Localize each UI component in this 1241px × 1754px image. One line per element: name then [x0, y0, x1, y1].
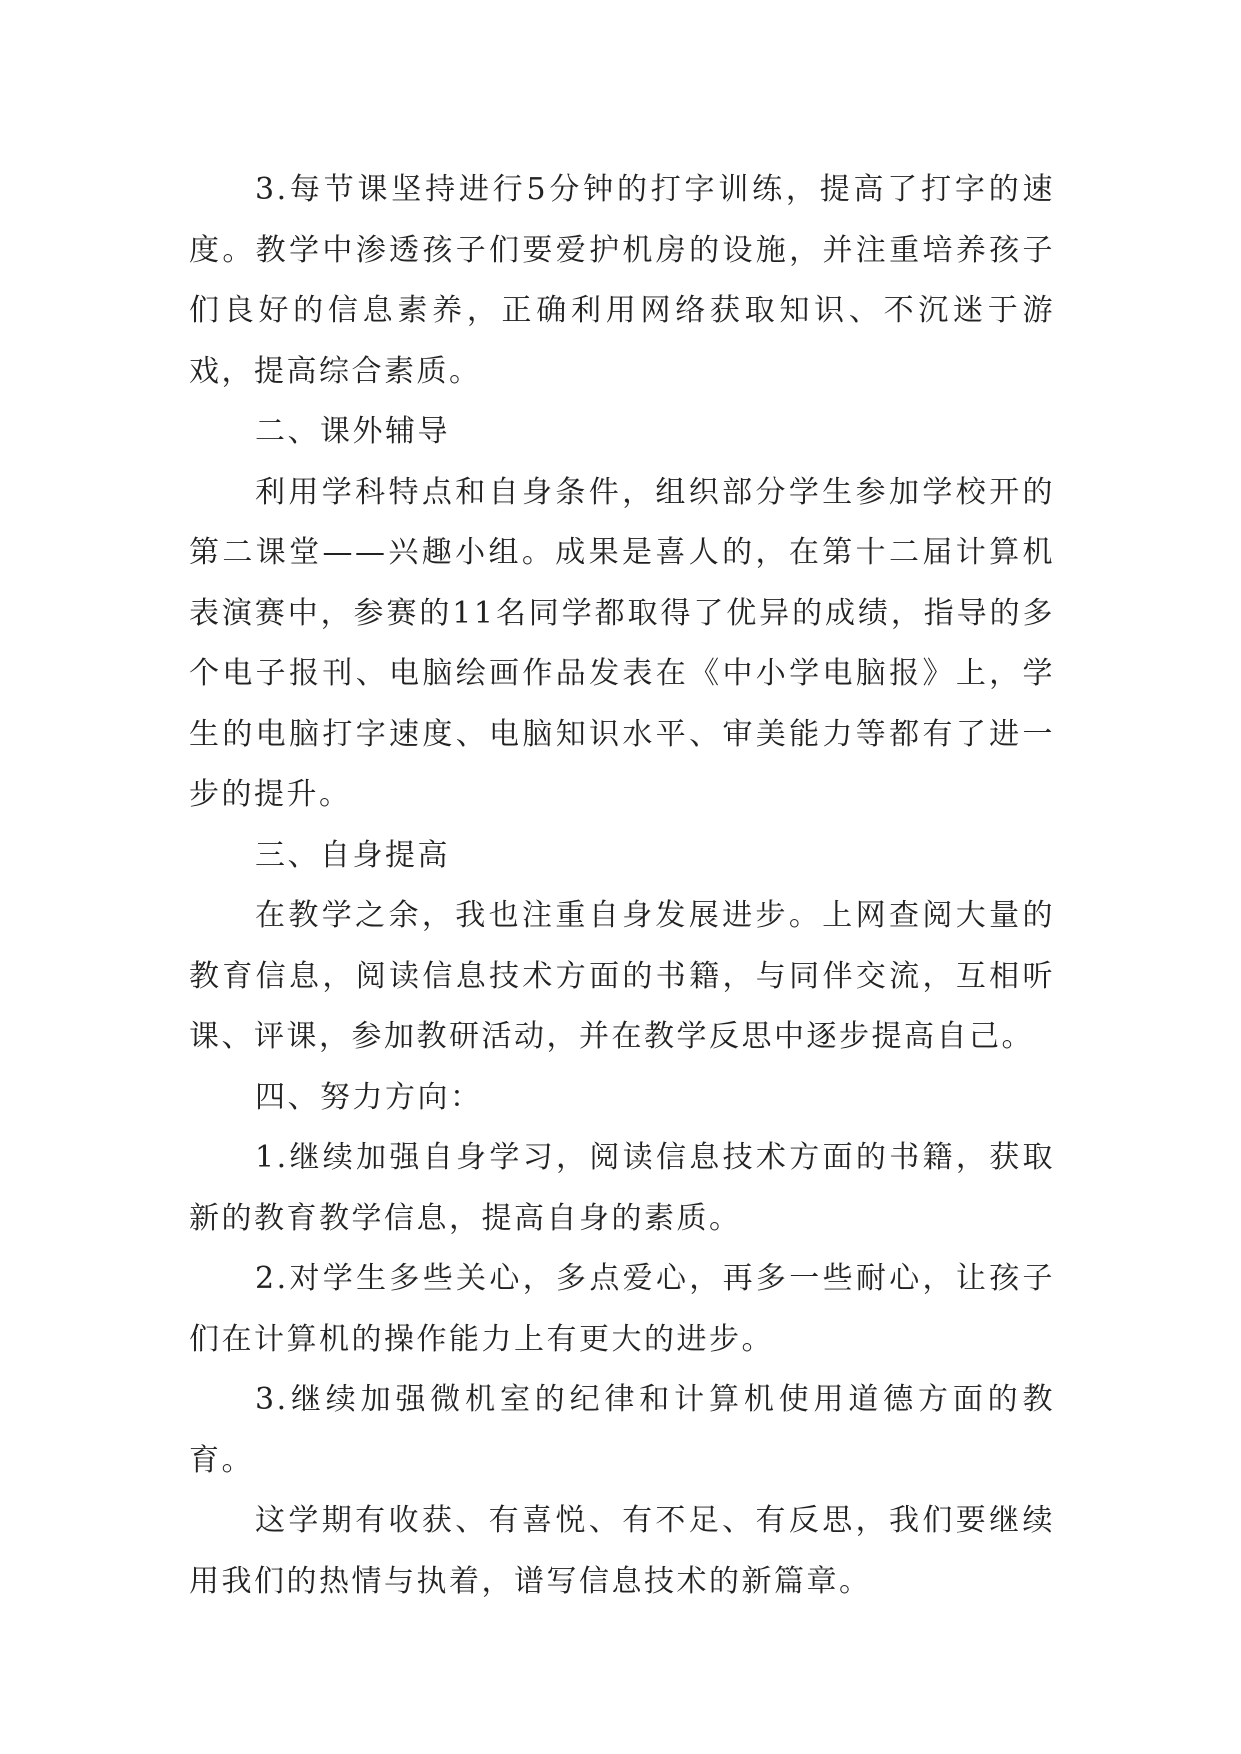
section-heading-extracurricular: 二、课外辅导: [255, 414, 450, 449]
paragraph-extracurricular: 利用学科特点和自身条件，组织部分学生参加学校开的第二课堂——兴趣小组。成果是喜人的，在第十二届计算机表演赛中，参赛的11名同学都取得了优异的成绩，指导的多个电子报刊、电脑绘画作品发表在《中小学电脑报》上，学生的电脑打字速度、电脑知识水平、审美能力等都有了进一步的提升。: [189, 474, 1055, 812]
document-body: [189, 160, 1055, 1612]
paragraph-typing-training: 3.每节课坚持进行5分钟的打字训练，提高了打字的速度。教学中渗透孩子们要爱护机房的设施，并注重培养孩子们良好的信息素养，正确利用网络获取知识、不沉迷于游戏，提高综合素质。: [189, 172, 1055, 389]
section-heading-direction: 四、努力方向：: [255, 1079, 483, 1115]
paragraph-direction-3: 3.继续加强微机室的纪律和计算机使用道德方面的教育。: [189, 1382, 1055, 1478]
paragraph-direction-2: 2.对学生多些关心，多点爱心，再多一些耐心，让孩子们在计算机的操作能力上有更大的进步。: [189, 1261, 1055, 1357]
paragraph-self-improvement: 在教学之余，我也注重自身发展进步。上网查阅大量的教育信息，阅读信息技术方面的书籍，与同伴交流，互相听课、评课，参加教研活动，并在教学反思中逐步提高自己。: [189, 898, 1055, 1054]
section-heading-self-improvement: 三、自身提高: [255, 837, 450, 873]
paragraph-direction-1: 1.继续加强自身学习，阅读信息技术方面的书籍，获取新的教育教学信息，提高自身的素质。: [189, 1140, 1055, 1236]
paragraph-conclusion: 这学期有收获、有喜悦、有不足、有反思，我们要继续用我们的热情与执着，谱写信息技术的新篇章。: [189, 1503, 1055, 1599]
